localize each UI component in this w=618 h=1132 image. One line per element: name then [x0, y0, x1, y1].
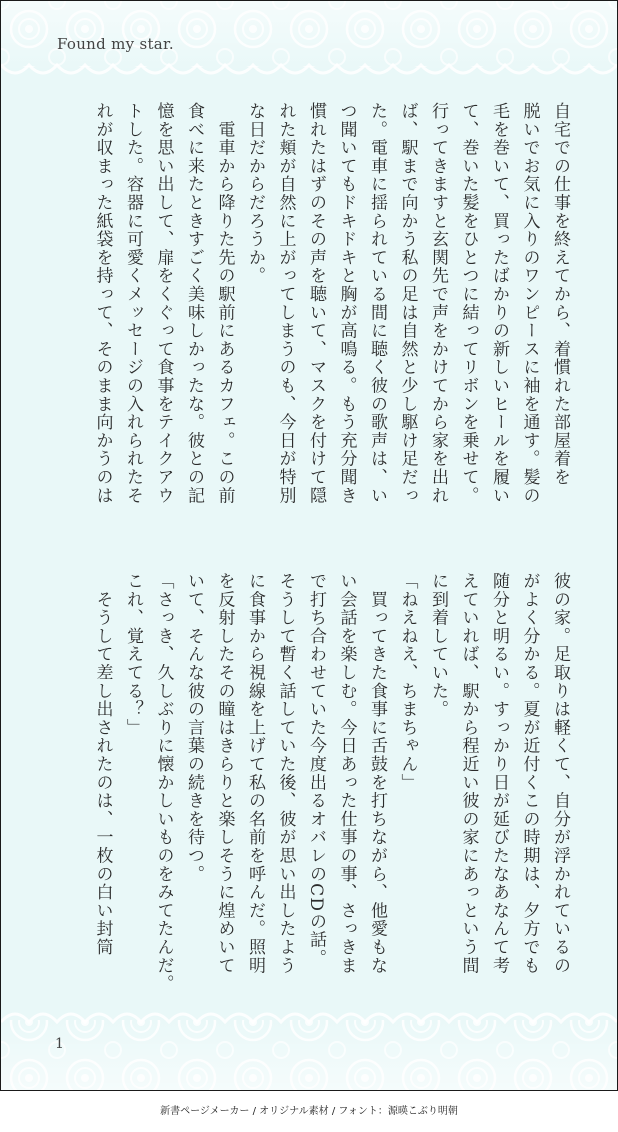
- page-number: 1: [55, 1036, 64, 1052]
- page-title: Found my star.: [57, 35, 174, 53]
- body-text-lower: 彼の家。足取りは軽くて、自分が浮かれているの がよく分かる。夏が近付くこの時期は、夕方でも 随分と明るい。すっかり日が延びたなあなんて考 えていれば、駅から程近い彼の家にあっという間 に到着していた。 「ねえねえ、ちまちゃん」 買ってきた食事に舌鼓を打ちながら、他愛もな い会話を楽しむ。今日あった仕事の事、さっきま で打ち合わせていた今度出るオバレのCDの話。 そうして暫く話していた後、彼が思い出したよう に食事から視線を上げて私の名前を呼んだ。照明 を反射したその瞳はきらりと楽しそうに煌めいて いて、そんな彼の言葉の続きを待つ。 「さっき、久しぶりに懐かしいものをみてたんだ。 これ、覚えてる？」 そうして差し出されたのは、一枚の白い封筒: [92, 572, 570, 993]
- footer-credit: 新書ページメーカー / オリジナル素材 / フォント：源暎こぶり明朝: [160, 1106, 458, 1117]
- lace-border-bottom: [1, 994, 617, 1090]
- body-text-upper: 自宅での仕事を終えてから、着慣れた部屋着を 脱いでお気に入りのワンピースに袖を通す。髪の 毛を巻いて、買ったばかりの新しいヒールを履い て、巻いた髪をひとつに結ってリボンを乗せて。 行ってきますと玄関先で声をかけてから家を出れ ば、駅まで向かう私の足は自然と少し駆け足だっ た。電車に揺られている間に聴く彼の歌声は、い つ聞いてもドキドキと胸が高鳴る。もう充分聞き 慣れたはずのその声を聴いて、マスクを付けて隠 れた頬が自然に上がってしまうのも、今日が特別 な日だからだろうか。 電車から降りた先の駅前にあるカフェ。この前 食べに来たときすごく美味しかったな。彼との記 憶を思い出して、扉をくぐって食事をテイクアウ トした。容器に可愛くメッセージの入れられたそ れが収まった紙袋を持って、そのまま向かうのは: [92, 102, 570, 505]
